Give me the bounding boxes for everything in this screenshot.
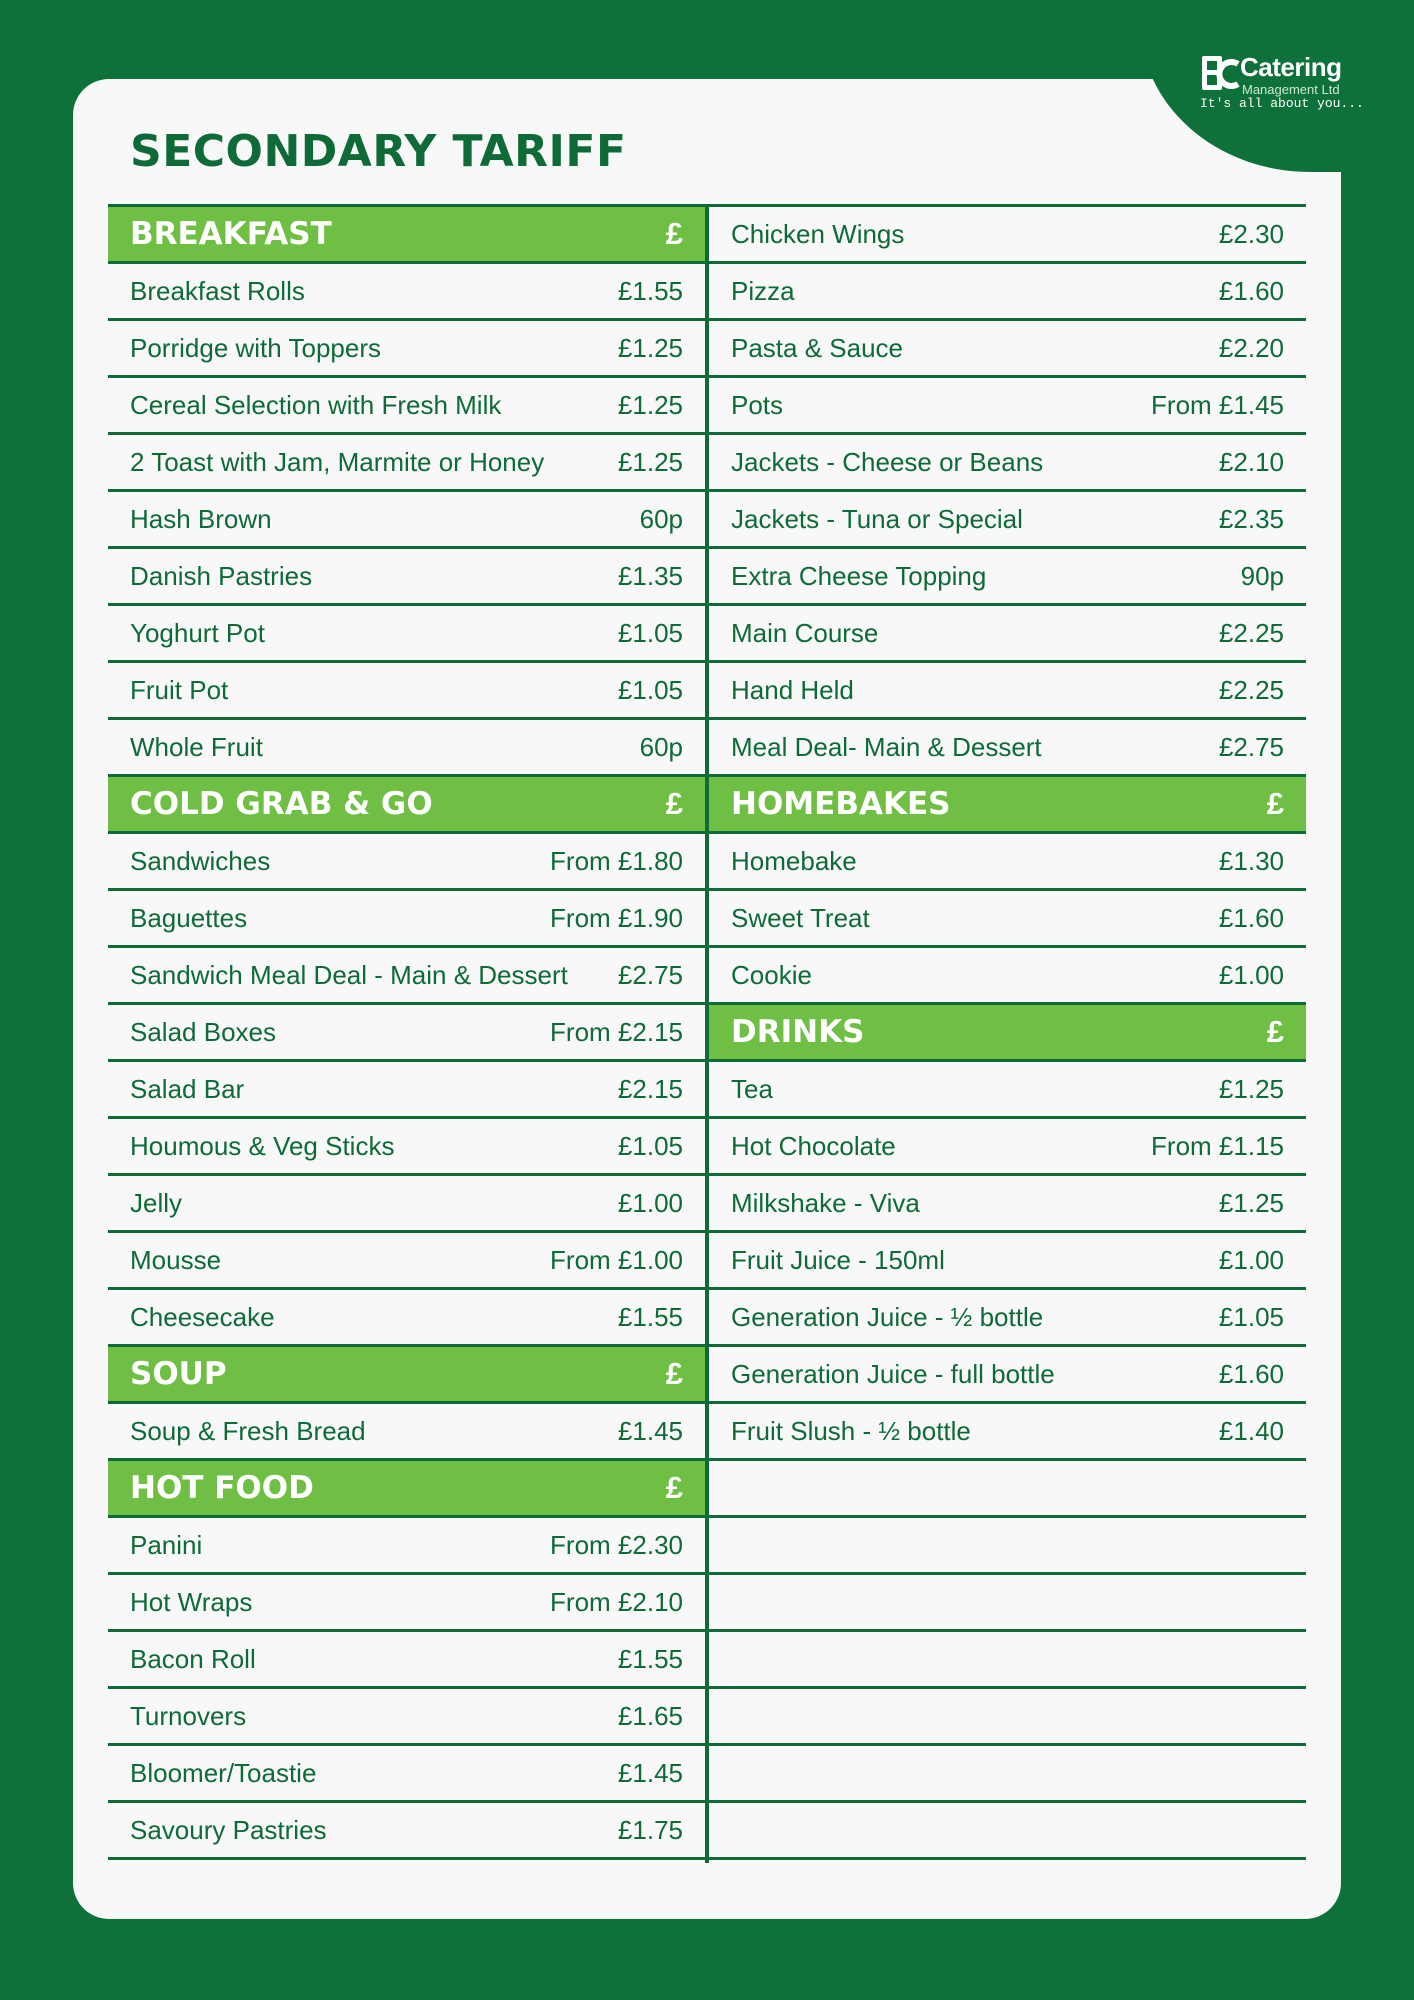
item-price: £2.75 — [1218, 731, 1284, 762]
item-price: £1.30 — [1218, 845, 1284, 876]
menu-item-bloomer-toastie — [108, 1743, 705, 1800]
menu-item-extra-cheese-topping — [709, 546, 1306, 603]
menu-item-fruit-juice-150ml — [709, 1230, 1306, 1287]
item-price: From £1.45 — [1151, 389, 1284, 420]
item-name: Pizza — [731, 275, 795, 306]
empty-row — [709, 1743, 1306, 1800]
item-name: Panini — [130, 1529, 203, 1560]
item-name: Houmous & Veg Sticks — [130, 1130, 395, 1161]
section-header-homebakes — [709, 774, 1306, 831]
menu-item-cereal-selection-with-fresh-milk — [108, 375, 705, 432]
item-name: Bacon Roll — [130, 1643, 256, 1674]
section-title: SOUP — [130, 1356, 227, 1392]
item-price: £1.60 — [1218, 1358, 1284, 1389]
item-name: Tea — [731, 1073, 773, 1104]
menu-item-houmous-veg-sticks — [108, 1116, 705, 1173]
menu-item-tea — [709, 1059, 1306, 1116]
menu-item-baguettes — [108, 888, 705, 945]
item-name: Fruit Juice - 150ml — [731, 1244, 945, 1275]
section-title: HOMEBAKES — [731, 786, 951, 822]
item-price: From £1.15 — [1151, 1130, 1284, 1161]
section-header-hot-food — [108, 1458, 705, 1515]
item-price: From £1.00 — [550, 1244, 683, 1275]
item-name: Jackets - Cheese or Beans — [731, 446, 1044, 477]
item-price: £1.25 — [1218, 1187, 1284, 1218]
currency-symbol: £ — [665, 786, 683, 821]
menu-item-sandwiches — [108, 831, 705, 888]
menu-item-chicken-wings — [709, 204, 1306, 261]
page-title: SECONDARY TARIFF — [130, 126, 627, 177]
item-price: £1.45 — [617, 1757, 683, 1788]
item-name: Meal Deal- Main & Dessert — [731, 731, 1042, 762]
item-price: From £2.10 — [550, 1586, 683, 1617]
item-name: Hand Held — [731, 674, 854, 705]
item-name: Cheesecake — [130, 1301, 275, 1332]
item-name: Fruit Slush - ½ bottle — [731, 1415, 971, 1446]
menu-item-cheesecake — [108, 1287, 705, 1344]
item-price: 60p — [639, 503, 683, 534]
currency-symbol: £ — [665, 1356, 683, 1391]
item-name: Pots — [731, 389, 784, 420]
menu-item-generation-juice-full-bottle — [709, 1344, 1306, 1401]
menu-item-meal-deal-main-dessert — [709, 717, 1306, 774]
item-name: Milkshake - Viva — [731, 1187, 920, 1218]
item-name: Turnovers — [130, 1700, 247, 1731]
item-name: Yoghurt Pot — [130, 617, 265, 648]
menu-item-main-course — [709, 603, 1306, 660]
item-price: £1.65 — [617, 1700, 683, 1731]
brand-name: Catering — [1240, 52, 1342, 82]
menu-item-hash-brown — [108, 489, 705, 546]
item-name: Breakfast Rolls — [130, 275, 305, 306]
item-name: Sandwich Meal Deal - Main & Dessert — [130, 959, 568, 990]
menu-item-danish-pastries — [108, 546, 705, 603]
menu-item-jackets-cheese-or-beans — [709, 432, 1306, 489]
item-name: Cereal Selection with Fresh Milk — [130, 389, 502, 420]
item-name: Generation Juice - ½ bottle — [731, 1301, 1044, 1332]
item-price: £1.40 — [1218, 1415, 1284, 1446]
item-price: £1.25 — [617, 446, 683, 477]
menu-item-generation-juice-bottle — [709, 1287, 1306, 1344]
item-name: Bloomer/Toastie — [130, 1757, 317, 1788]
menu-item-soup-fresh-bread — [108, 1401, 705, 1458]
bc-logo-icon — [1200, 54, 1240, 94]
empty-row — [709, 1515, 1306, 1572]
currency-symbol: £ — [1266, 786, 1284, 821]
item-price: 90p — [1240, 560, 1284, 591]
item-price: £1.00 — [1218, 959, 1284, 990]
section-title: HOT FOOD — [130, 1470, 314, 1506]
item-price: £1.55 — [617, 1301, 683, 1332]
section-header-soup — [108, 1344, 705, 1401]
menu-item-salad-boxes — [108, 1002, 705, 1059]
menu-item-mousse — [108, 1230, 705, 1287]
item-name: Extra Cheese Topping — [731, 560, 987, 591]
item-name: Main Course — [731, 617, 879, 648]
item-price: £1.55 — [617, 1643, 683, 1674]
item-price: £1.55 — [617, 275, 683, 306]
currency-symbol: £ — [1266, 1014, 1284, 1049]
item-price: £2.15 — [617, 1073, 683, 1104]
menu-item-hot-chocolate — [709, 1116, 1306, 1173]
empty-row — [709, 1629, 1306, 1686]
menu-item-turnovers — [108, 1686, 705, 1743]
item-name: Sandwiches — [130, 845, 271, 876]
item-price: £1.35 — [617, 560, 683, 591]
item-name: Pasta & Sauce — [731, 332, 903, 363]
item-price: From £1.80 — [550, 845, 683, 876]
item-name: Soup & Fresh Bread — [130, 1415, 366, 1446]
item-name: Mousse — [130, 1244, 222, 1275]
tariff-left-column — [108, 204, 705, 1860]
item-name: Jelly — [130, 1187, 183, 1218]
item-price: £2.75 — [617, 959, 683, 990]
menu-item-sandwich-meal-deal-main-dessert — [108, 945, 705, 1002]
section-title: COLD GRAB & GO — [130, 786, 433, 822]
section-header-cold-grab-go — [108, 774, 705, 831]
item-name: Cookie — [731, 959, 812, 990]
item-price: £2.35 — [1218, 503, 1284, 534]
item-price: 60p — [639, 731, 683, 762]
item-price: £1.25 — [617, 389, 683, 420]
item-price: £1.60 — [1218, 275, 1284, 306]
item-name: Whole Fruit — [130, 731, 263, 762]
section-title: BREAKFAST — [130, 216, 332, 252]
item-price: £1.25 — [1218, 1073, 1284, 1104]
item-price: From £2.15 — [550, 1016, 683, 1047]
item-price: £1.05 — [617, 1130, 683, 1161]
item-name: Danish Pastries — [130, 560, 313, 591]
menu-item-jelly — [108, 1173, 705, 1230]
item-name: Jackets - Tuna or Special — [731, 503, 1023, 534]
item-price: £1.75 — [617, 1814, 683, 1845]
empty-row — [709, 1800, 1306, 1860]
menu-item-fruit-pot — [108, 660, 705, 717]
item-price: £2.25 — [1218, 674, 1284, 705]
item-price: From £1.90 — [550, 902, 683, 933]
brand-subtitle: Management Ltd — [1242, 82, 1340, 97]
item-name: Sweet Treat — [731, 902, 870, 933]
menu-item-homebake — [709, 831, 1306, 888]
brand-logo — [1200, 52, 1364, 116]
item-name: Salad Bar — [130, 1073, 245, 1104]
item-name: Hot Wraps — [130, 1586, 253, 1617]
item-price: £1.60 — [1218, 902, 1284, 933]
item-price: £2.30 — [1218, 218, 1284, 249]
item-name: Porridge with Toppers — [130, 332, 381, 363]
menu-item-porridge-with-toppers — [108, 318, 705, 375]
item-name: Homebake — [731, 845, 857, 876]
menu-item-2-toast-with-jam-marmite-or-honey — [108, 432, 705, 489]
item-name: Generation Juice - full bottle — [731, 1358, 1055, 1389]
item-price: £1.00 — [1218, 1244, 1284, 1275]
tariff-right-column — [709, 204, 1306, 1860]
menu-item-pasta-sauce — [709, 318, 1306, 375]
item-price: £1.25 — [617, 332, 683, 363]
item-name: Chicken Wings — [731, 218, 905, 249]
menu-item-fruit-slush-bottle — [709, 1401, 1306, 1458]
empty-row — [709, 1686, 1306, 1743]
menu-item-cookie — [709, 945, 1306, 1002]
brand-tagline: It's all about you... — [1200, 96, 1364, 111]
menu-item-panini — [108, 1515, 705, 1572]
item-name: Hash Brown — [130, 503, 272, 534]
item-price: £1.05 — [1218, 1301, 1284, 1332]
section-header-breakfast — [108, 204, 705, 261]
currency-symbol: £ — [665, 1470, 683, 1505]
menu-item-milkshake-viva — [709, 1173, 1306, 1230]
empty-row — [709, 1572, 1306, 1629]
item-name: 2 Toast with Jam, Marmite or Honey — [130, 446, 545, 477]
empty-row — [709, 1458, 1306, 1515]
menu-item-breakfast-rolls — [108, 261, 705, 318]
item-name: Hot Chocolate — [731, 1130, 896, 1161]
menu-item-savoury-pastries — [108, 1800, 705, 1860]
menu-item-jackets-tuna-or-special — [709, 489, 1306, 546]
item-price: From £2.30 — [550, 1529, 683, 1560]
item-name: Salad Boxes — [130, 1016, 276, 1047]
item-price: £2.25 — [1218, 617, 1284, 648]
menu-item-hot-wraps — [108, 1572, 705, 1629]
section-header-drinks — [709, 1002, 1306, 1059]
menu-item-bacon-roll — [108, 1629, 705, 1686]
item-name: Savoury Pastries — [130, 1814, 327, 1845]
item-name: Baguettes — [130, 902, 248, 933]
item-price: £1.05 — [617, 617, 683, 648]
menu-item-salad-bar — [108, 1059, 705, 1116]
item-price: £1.00 — [617, 1187, 683, 1218]
item-price: £2.20 — [1218, 332, 1284, 363]
currency-symbol: £ — [665, 216, 683, 251]
menu-item-hand-held — [709, 660, 1306, 717]
item-price: £2.10 — [1218, 446, 1284, 477]
section-title: DRINKS — [731, 1014, 865, 1050]
menu-item-whole-fruit — [108, 717, 705, 774]
menu-item-yoghurt-pot — [108, 603, 705, 660]
menu-item-sweet-treat — [709, 888, 1306, 945]
menu-item-pots — [709, 375, 1306, 432]
item-price: £1.45 — [617, 1415, 683, 1446]
item-price: £1.05 — [617, 674, 683, 705]
item-name: Fruit Pot — [130, 674, 229, 705]
menu-item-pizza — [709, 261, 1306, 318]
